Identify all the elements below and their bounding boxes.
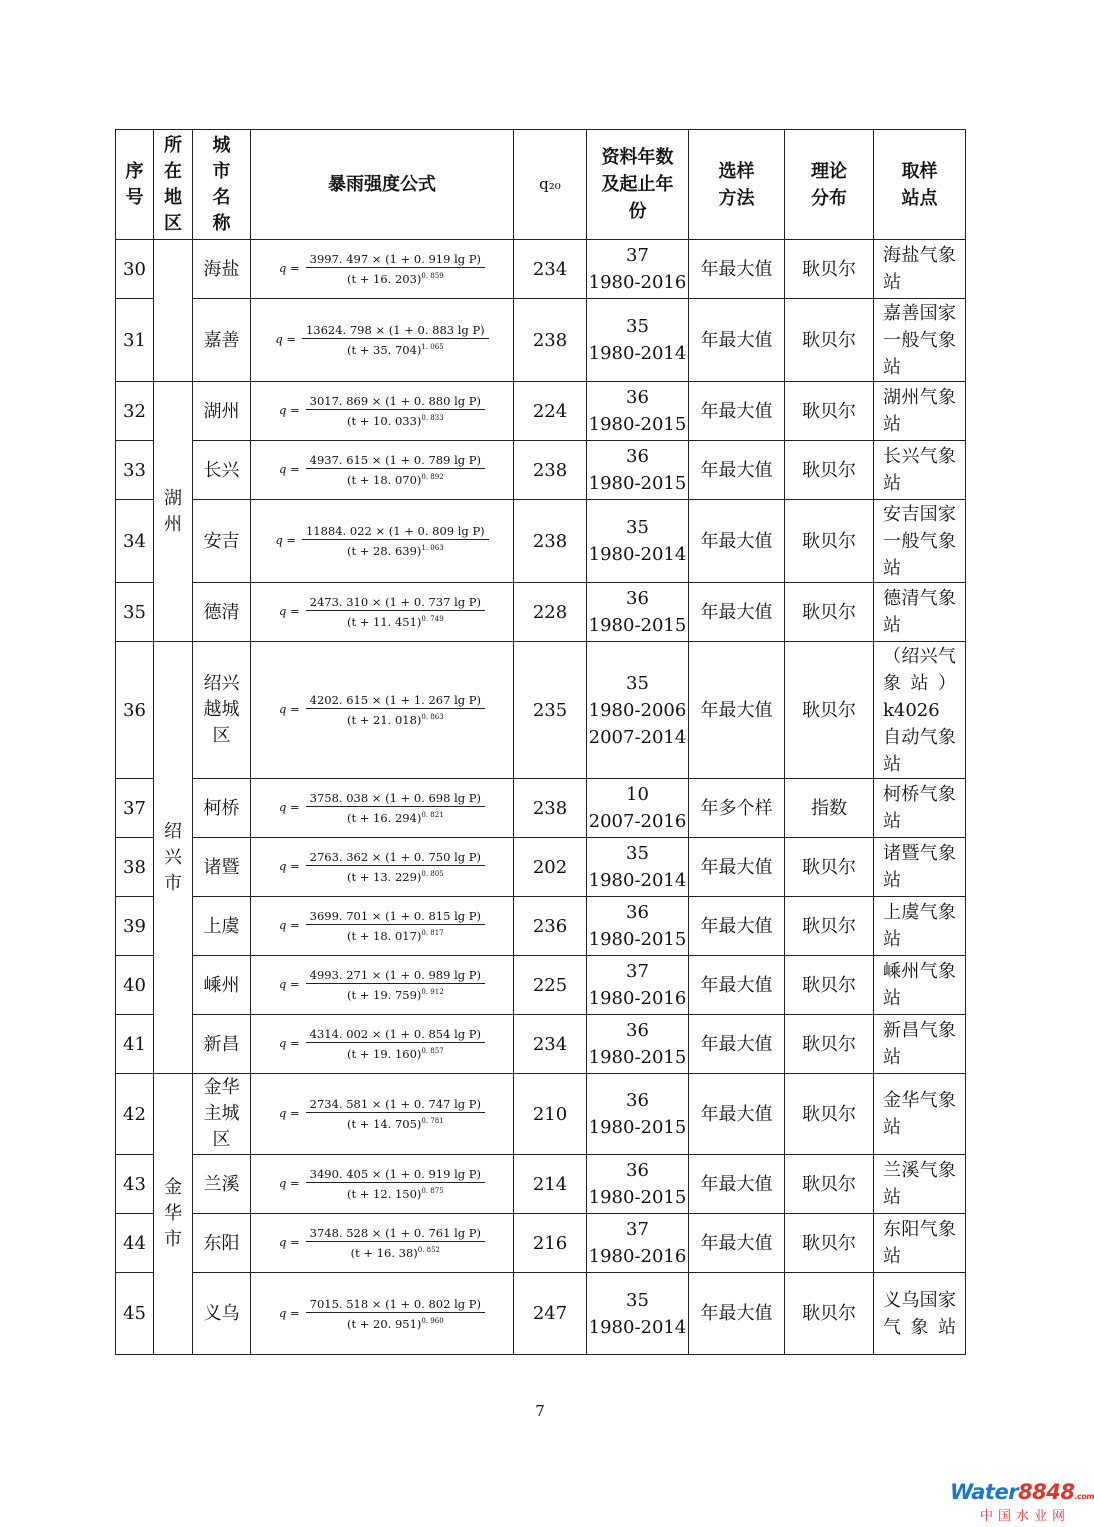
station-name: 柯桥气象站: [883, 784, 956, 832]
formula-numerator: 11884. 022 × (1 + 0. 809 lg P): [302, 524, 489, 540]
formula-lhs: q =: [278, 977, 300, 992]
formula-exponent: 0. 805: [421, 870, 444, 879]
formula-denominator: (t + 28. 639): [346, 543, 422, 558]
method-cell: 年最大值: [689, 583, 785, 642]
years-cell: 36 1980-2015: [587, 382, 689, 441]
city-cell: [193, 1214, 251, 1273]
city-name: 湖州: [203, 400, 240, 422]
table-row: [116, 441, 966, 500]
q20-cell: 236: [514, 897, 587, 956]
years-cell: 36 1980-2015: [587, 1074, 689, 1155]
station-name: 上虞气象站: [883, 902, 956, 950]
seq-cell: 41: [116, 1015, 154, 1074]
q20-cell: 210: [514, 1074, 587, 1155]
formula-lhs: q =: [278, 462, 300, 477]
formula-exponent: 1. 063: [421, 544, 444, 553]
dist-cell: 耿贝尔: [785, 1214, 874, 1273]
formula-cell: [251, 382, 514, 441]
table-row: [116, 583, 966, 642]
city-cell: [193, 1074, 251, 1155]
q20-cell: 202: [514, 838, 587, 897]
table-row: [116, 838, 966, 897]
dist-cell: 耿贝尔: [785, 956, 874, 1015]
region-label: 绍兴市: [163, 820, 182, 894]
method-cell: 年最大值: [689, 1015, 785, 1074]
seq-cell: 43: [116, 1155, 154, 1214]
formula-denominator: (t + 13. 229): [346, 869, 422, 884]
dist-cell: 耿贝尔: [785, 500, 874, 583]
formula-numerator: 3490. 405 × (1 + 0. 919 lg P): [306, 1167, 485, 1183]
formula-denominator: (t + 11. 451): [346, 614, 422, 629]
formula-exponent: 0. 960: [421, 1316, 444, 1325]
formula-cell: [251, 240, 514, 299]
formula-lhs: q =: [278, 859, 300, 874]
dist-cell: 耿贝尔: [785, 1074, 874, 1155]
formula-numerator: 3758. 038 × (1 + 0. 698 lg P): [306, 791, 485, 807]
formula-cell: [251, 1214, 514, 1273]
station-cell: [874, 240, 966, 299]
formula-exponent: 0. 749: [421, 615, 444, 624]
table-row: [116, 500, 966, 583]
dist-cell: 耿贝尔: [785, 1273, 874, 1355]
station-cell: [874, 1074, 966, 1155]
dist-cell: 指数: [785, 779, 874, 838]
dist-cell: 耿贝尔: [785, 583, 874, 642]
q20-cell: 214: [514, 1155, 587, 1214]
years-cell: 37 1980-2016: [587, 240, 689, 299]
formula-lhs: q =: [278, 403, 300, 418]
header-q20: q₂₀: [514, 130, 587, 240]
years-cell: 37 1980-2016: [587, 1214, 689, 1273]
dist-cell: 耿贝尔: [785, 897, 874, 956]
watermark-logo: Water8848.com 中国水业网: [950, 1480, 1094, 1524]
method-cell: 年最大值: [689, 642, 785, 779]
rainstorm-formula-table: [115, 129, 966, 1355]
station-cell: [874, 1214, 966, 1273]
formula-numerator: 7015. 518 × (1 + 0. 802 lg P): [306, 1297, 485, 1313]
header-region: 所在地区: [154, 130, 193, 240]
method-cell: 年最大值: [689, 500, 785, 583]
station-cell: [874, 500, 966, 583]
station-name: 嘉善国家一般气象站: [883, 302, 956, 378]
station-cell: [874, 956, 966, 1015]
formula-cell: [251, 1015, 514, 1074]
q20-cell: 216: [514, 1214, 587, 1273]
years-cell: 35 1980-2014: [587, 838, 689, 897]
formula-cell: [251, 897, 514, 956]
station-cell: [874, 642, 966, 779]
seq-cell: 38: [116, 838, 154, 897]
method-cell: 年最大值: [689, 956, 785, 1015]
table-row: [116, 1015, 966, 1074]
station-name: 诸暨气象站: [883, 843, 956, 891]
method-cell: 年最大值: [689, 441, 785, 500]
formula-lhs: q =: [278, 1036, 300, 1051]
header-city: 城市名称: [193, 130, 251, 240]
station-cell: [874, 299, 966, 382]
table-row: [116, 956, 966, 1015]
city-name: 海盐: [203, 258, 240, 280]
city-cell: [193, 1015, 251, 1074]
formula-numerator: 3997. 497 × (1 + 0. 919 lg P): [306, 252, 485, 268]
formula-denominator: (t + 14. 705): [346, 1116, 422, 1131]
years-cell: 10 2007-2016: [587, 779, 689, 838]
formula-cell: [251, 838, 514, 897]
station-cell: [874, 583, 966, 642]
formula-cell: [251, 779, 514, 838]
formula-numerator: 3748. 528 × (1 + 0. 761 lg P): [306, 1226, 485, 1242]
station-name: 海盐气象站: [883, 245, 956, 293]
station-cell: [874, 1155, 966, 1214]
station-name: 兰溪气象站: [883, 1160, 956, 1208]
header-row: [116, 130, 966, 240]
formula-numerator: 3699. 701 × (1 + 0. 815 lg P): [306, 909, 485, 925]
city-cell: [193, 382, 251, 441]
station-cell: [874, 838, 966, 897]
city-name: 长兴: [203, 459, 240, 481]
formula-exponent: 0. 863: [421, 713, 444, 722]
seq-cell: 40: [116, 956, 154, 1015]
station-name: 湖州气象站: [883, 387, 956, 435]
q20-cell: 228: [514, 583, 587, 642]
formula-lhs: q =: [275, 332, 296, 347]
years-cell: 36 1980-2015: [587, 1155, 689, 1214]
formula-denominator: (t + 18. 017): [346, 928, 422, 943]
station-name: 德清气象站: [883, 588, 956, 636]
formula-denominator: (t + 16. 38): [350, 1245, 418, 1260]
q20-cell: 235: [514, 642, 587, 779]
years-cell: 35 1980-2014: [587, 299, 689, 382]
formula-denominator: (t + 12. 150): [346, 1186, 422, 1201]
city-name: 东阳: [203, 1232, 240, 1254]
formula-cell: [251, 1155, 514, 1214]
station-name: 长兴气象站: [883, 446, 956, 494]
city-name: 兰溪: [203, 1173, 240, 1195]
dist-cell: 耿贝尔: [785, 382, 874, 441]
formula-lhs: q =: [278, 800, 300, 815]
formula-exponent: 0. 821: [421, 811, 444, 820]
formula-lhs: q =: [278, 261, 300, 276]
formula-denominator: (t + 16. 203): [346, 271, 422, 286]
q20-cell: 238: [514, 441, 587, 500]
years-cell: 36 1980-2015: [587, 1015, 689, 1074]
formula-numerator: 2473. 310 × (1 + 0. 737 lg P): [306, 595, 485, 611]
header-method: 选样方法: [689, 130, 785, 240]
seq-cell: 33: [116, 441, 154, 500]
formula-exponent: 0. 875: [421, 1187, 444, 1196]
method-cell: 年最大值: [689, 897, 785, 956]
formula-numerator: 4314. 002 × (1 + 0. 854 lg P): [306, 1027, 485, 1043]
dist-cell: 耿贝尔: [785, 441, 874, 500]
region-label: 金华市: [163, 1177, 182, 1250]
formula-exponent: 0. 833: [421, 414, 444, 423]
station-name: 东阳气象站: [883, 1219, 956, 1267]
city-cell: [193, 299, 251, 382]
city-name: 嘉善: [203, 329, 240, 351]
dist-cell: 耿贝尔: [785, 838, 874, 897]
formula-cell: [251, 441, 514, 500]
station-cell: [874, 1015, 966, 1074]
station-name: 安吉国家一般气象站: [883, 503, 956, 579]
method-cell: 年最大值: [689, 382, 785, 441]
table-row: [116, 1214, 966, 1273]
city-cell: [193, 240, 251, 299]
years-cell: 35 1980-2006 2007-2014: [587, 642, 689, 779]
city-cell: [193, 441, 251, 500]
method-cell: 年最大值: [689, 299, 785, 382]
formula-numerator: 4202. 615 × (1 + 1. 267 lg P): [306, 693, 485, 709]
q20-cell: 225: [514, 956, 587, 1015]
formula-exponent: 0. 781: [421, 1117, 444, 1126]
formula-denominator: (t + 10. 033): [346, 413, 422, 428]
formula-numerator: 2763. 362 × (1 + 0. 750 lg P): [306, 850, 485, 866]
city-name: 新昌: [203, 1033, 240, 1055]
formula-lhs: q =: [278, 1305, 300, 1320]
city-cell: [193, 1273, 251, 1355]
formula-denominator: (t + 21. 018): [346, 712, 422, 727]
city-cell: [193, 642, 251, 779]
formula-cell: [251, 642, 514, 779]
seq-cell: 30: [116, 240, 154, 299]
table-row: [116, 897, 966, 956]
dist-cell: 耿贝尔: [785, 1015, 874, 1074]
formula-exponent: 0. 817: [421, 929, 444, 938]
city-name: 安吉: [203, 530, 240, 552]
station-cell: [874, 1273, 966, 1355]
table-row: [116, 779, 966, 838]
formula-cell: [251, 299, 514, 382]
formula-lhs: q =: [278, 702, 300, 717]
formula-numerator: 2734. 581 × (1 + 0. 747 lg P): [306, 1097, 485, 1113]
years-cell: 35 1980-2014: [587, 500, 689, 583]
method-cell: 年最大值: [689, 1273, 785, 1355]
city-cell: [193, 956, 251, 1015]
region-cell: [154, 1074, 193, 1355]
method-cell: 年最大值: [689, 1155, 785, 1214]
q20-cell: 247: [514, 1273, 587, 1355]
method-cell: 年最大值: [689, 240, 785, 299]
city-cell: [193, 838, 251, 897]
table-row: [116, 1155, 966, 1214]
q20-cell: 238: [514, 500, 587, 583]
region-cell: [154, 382, 193, 642]
q20-cell: 224: [514, 382, 587, 441]
method-cell: 年最大值: [689, 1214, 785, 1273]
table-row: [116, 642, 966, 779]
formula-lhs: q =: [278, 604, 300, 619]
formula-cell: [251, 500, 514, 583]
seq-cell: 39: [116, 897, 154, 956]
formula-cell: [251, 956, 514, 1015]
station-name: 嵊州气象站: [883, 961, 956, 1009]
years-cell: 37 1980-2016: [587, 956, 689, 1015]
seq-cell: 34: [116, 500, 154, 583]
formula-lhs: q =: [278, 1106, 300, 1121]
dist-cell: 耿贝尔: [785, 642, 874, 779]
city-name: 绍兴越城区: [203, 673, 240, 746]
formula-numerator: 13624. 798 × (1 + 0. 883 lg P): [302, 323, 489, 339]
formula-lhs: q =: [278, 1235, 300, 1250]
header-seq: 序号: [116, 130, 154, 240]
station-name: 金华气象站: [883, 1090, 956, 1138]
formula-denominator: (t + 19. 759): [346, 987, 422, 1002]
formula-numerator: 4993. 271 × (1 + 0. 989 lg P): [306, 968, 485, 984]
city-cell: [193, 500, 251, 583]
formula-denominator: (t + 20. 951): [346, 1316, 422, 1331]
formula-numerator: 3017. 869 × (1 + 0. 880 lg P): [306, 394, 485, 410]
q20-cell: 238: [514, 779, 587, 838]
city-cell: [193, 583, 251, 642]
years-cell: 36 1980-2015: [587, 897, 689, 956]
city-cell: [193, 1155, 251, 1214]
formula-exponent: 1. 065: [421, 343, 444, 352]
seq-cell: 44: [116, 1214, 154, 1273]
dist-cell: 耿贝尔: [785, 1155, 874, 1214]
seq-cell: 31: [116, 299, 154, 382]
formula-exponent: 0. 857: [421, 1047, 444, 1056]
q20-cell: 234: [514, 1015, 587, 1074]
city-name: 嵊州: [203, 974, 240, 996]
years-cell: 36 1980-2015: [587, 441, 689, 500]
city-name: 柯桥: [203, 797, 240, 819]
formula-exponent: 0. 859: [421, 272, 444, 281]
formula-lhs: q =: [275, 533, 296, 548]
formula-cell: [251, 583, 514, 642]
table-row: [116, 299, 966, 382]
city-name: 金华主城区: [203, 1077, 240, 1150]
table-row: [116, 240, 966, 299]
table-row: [116, 1074, 966, 1155]
seq-cell: 32: [116, 382, 154, 441]
formula-denominator: (t + 35. 704): [346, 342, 422, 357]
formula-denominator: (t + 19. 160): [346, 1046, 422, 1061]
header-dist: 理论分布: [785, 130, 874, 240]
station-cell: [874, 382, 966, 441]
formula-cell: [251, 1074, 514, 1155]
region-label: 湖州: [163, 487, 182, 535]
region-cell: [154, 642, 193, 1074]
header-station: 取样站点: [874, 130, 966, 240]
table-row: [116, 1273, 966, 1355]
dist-cell: 耿贝尔: [785, 240, 874, 299]
q20-cell: 238: [514, 299, 587, 382]
table-row: [116, 382, 966, 441]
region-cell: [154, 240, 193, 382]
city-cell: [193, 897, 251, 956]
formula-denominator: (t + 16. 294): [346, 810, 422, 825]
seq-cell: 42: [116, 1074, 154, 1155]
seq-cell: 36: [116, 642, 154, 779]
formula-exponent: 0. 852: [417, 1246, 441, 1255]
formula-lhs: q =: [278, 1176, 300, 1191]
dist-cell: 耿贝尔: [785, 299, 874, 382]
station-cell: [874, 441, 966, 500]
city-name: 德清: [203, 601, 240, 623]
seq-cell: 35: [116, 583, 154, 642]
header-formula: 暴雨强度公式: [251, 130, 514, 240]
q20-cell: 234: [514, 240, 587, 299]
method-cell: 年最大值: [689, 838, 785, 897]
method-cell: 年最大值: [689, 1074, 785, 1155]
header-years: 资料年数及起止年份: [587, 130, 689, 240]
city-name: 诸暨: [203, 856, 240, 878]
station-cell: [874, 779, 966, 838]
years-cell: 36 1980-2015: [587, 583, 689, 642]
method-cell: 年多个样: [689, 779, 785, 838]
city-cell: [193, 779, 251, 838]
formula-denominator: (t + 18. 070): [346, 472, 422, 487]
station-cell: [874, 897, 966, 956]
formula-exponent: 0. 892: [421, 473, 444, 482]
seq-cell: 37: [116, 779, 154, 838]
years-cell: 35 1980-2014: [587, 1273, 689, 1355]
city-name: 上虞: [203, 915, 240, 937]
seq-cell: 45: [116, 1273, 154, 1355]
station-name: 新昌气象站: [883, 1020, 956, 1068]
formula-numerator: 4937. 615 × (1 + 0. 789 lg P): [306, 453, 485, 469]
station-name: 义乌国家气象站: [883, 1289, 956, 1338]
station-name: （绍兴气象站）k4026自动气象站: [883, 645, 956, 775]
city-name: 义乌: [203, 1303, 240, 1324]
formula-lhs: q =: [278, 918, 300, 933]
page-number: 7: [535, 1402, 545, 1420]
formula-exponent: 0. 912: [421, 988, 444, 997]
formula-cell: [251, 1273, 514, 1355]
